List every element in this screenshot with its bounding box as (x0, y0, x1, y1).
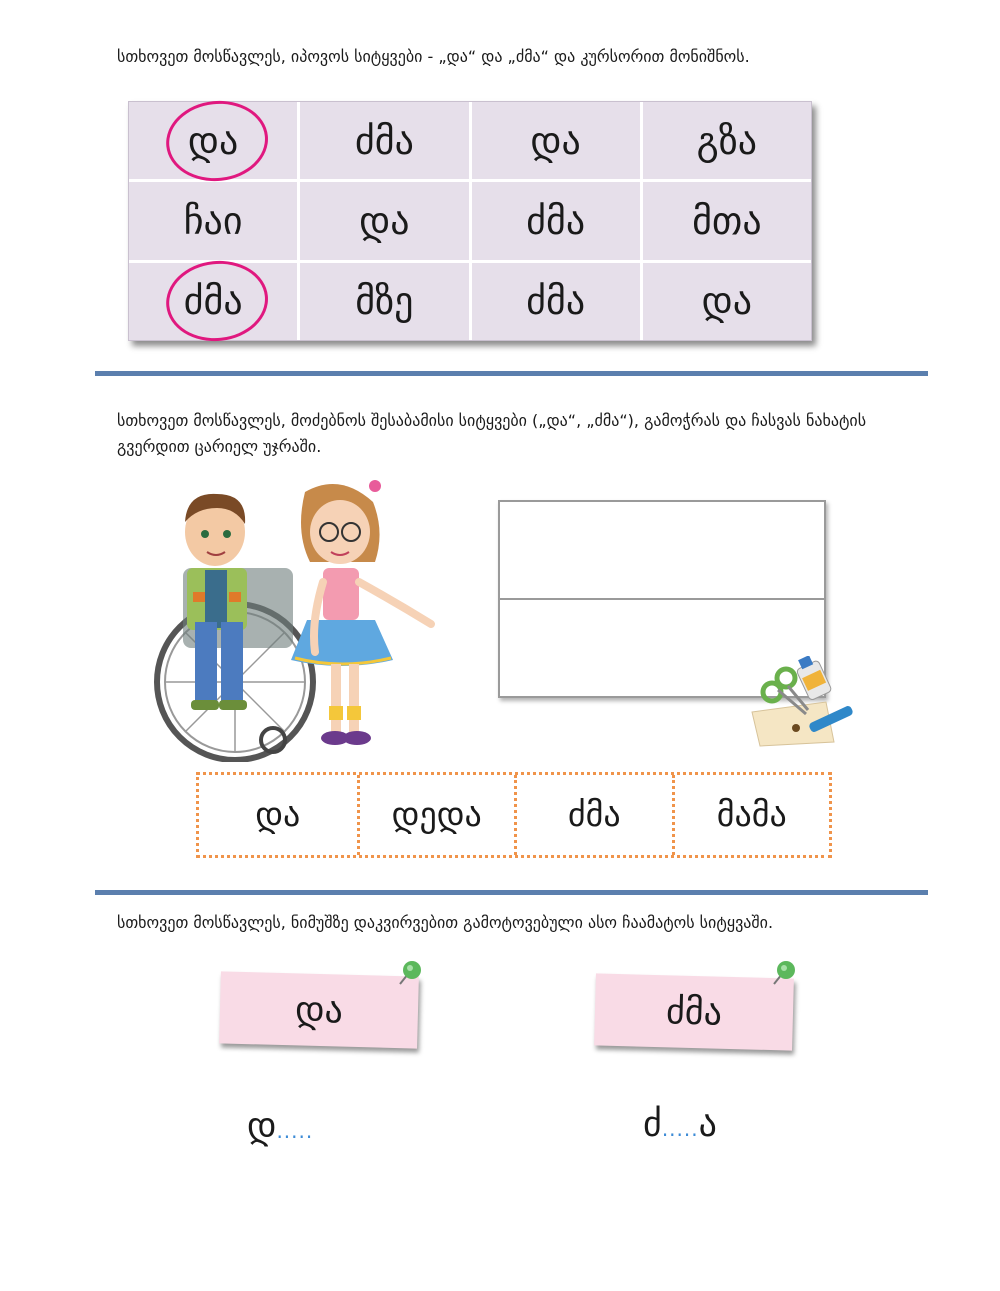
pushpin-icon (392, 958, 424, 990)
blank-dots[interactable]: ..... (276, 1119, 314, 1143)
grid-cell[interactable]: ძმა (472, 263, 640, 340)
cutout-word[interactable]: მამა (672, 775, 830, 855)
section-divider (95, 890, 928, 895)
fill-in-word[interactable] (643, 1104, 717, 1145)
cutout-word[interactable]: ძმა (514, 775, 672, 855)
grid-cell[interactable]: და (300, 182, 468, 259)
grid-cell[interactable]: ძმა (129, 263, 297, 340)
children-illustration (135, 472, 445, 762)
word-start: ძ (643, 1104, 662, 1145)
sample-word: და (294, 988, 344, 1032)
word-start: დ (247, 1106, 277, 1147)
pushpin-icon (766, 958, 798, 990)
grid-cell[interactable]: ძმა (472, 182, 640, 259)
word-end: ა (698, 1104, 717, 1145)
instruction-find-words: სთხოვეთ მოსწავლეს, იპოვოს სიტყვები - „და“ და „ძმა“ და კურსორით მონიშნოს. (117, 47, 750, 66)
blank-dots[interactable]: ..... (661, 1117, 699, 1141)
instruction-fill-letter: სთხოვეთ მოსწავლეს, ნიმუშზე დაკვირვებით გამოტოვებული ასო ჩაამატოს სიტყვაში. (117, 913, 774, 932)
cutout-word[interactable]: და (255, 795, 301, 835)
grid-cell[interactable]: ძმა (300, 102, 468, 179)
grid-cell[interactable]: და (472, 102, 640, 179)
sample-word: ძმა (665, 990, 723, 1034)
fill-in-word[interactable] (247, 1106, 313, 1147)
grid-cell[interactable]: მთა (643, 182, 811, 259)
grid-cell[interactable]: მზე (300, 263, 468, 340)
word-grid (128, 101, 812, 341)
grid-cell[interactable]: და (643, 263, 811, 340)
sample-note-card (594, 973, 794, 1050)
grid-cell[interactable]: გზა (643, 102, 811, 179)
answer-slot-top[interactable] (500, 502, 824, 598)
grid-cell[interactable]: ჩაი (129, 182, 297, 259)
boy-figure (185, 494, 247, 710)
instruction-match-words: სთხოვეთ მოსწავლეს, მოძებნოს შესაბამისი სიტყვები („და“, „ძმა“), გამოჭრას და ჩასვას ნახატის გვერდით ცარიელ უჯრაში. (117, 411, 867, 456)
sample-note-card (219, 971, 419, 1048)
cutout-word-strip (196, 772, 832, 858)
cutout-word[interactable]: დედა (357, 775, 515, 855)
scissors-glue-icon (748, 656, 860, 748)
section-divider (95, 371, 928, 376)
grid-cell[interactable]: და (129, 102, 297, 179)
